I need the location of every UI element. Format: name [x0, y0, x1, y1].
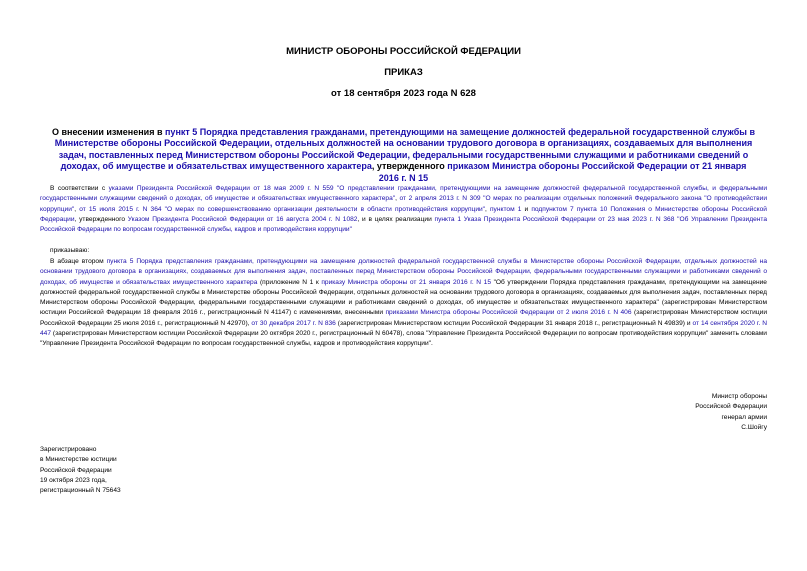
preamble-text: , утвержденного [74, 215, 128, 223]
registration-line: Российской Федерации [40, 466, 112, 474]
body-text: В абзаце втором [50, 258, 107, 265]
signature-line: Российской Федерации [695, 403, 767, 411]
registration-line: регистрационный N 75643 [40, 487, 121, 495]
body-text: "Об утверждении Порядка представления гражданами, претендующими на замещение должностей федеральной государственной службы в Министерстве обороны Российской Федерации, отдельных должностей на основании трудового договора в организациях, создаваемых для выполнения задач, поставленных перед Министерством обороны Российской Федерации, федеральными государственными служащими и работниками сведений о доходах, об имуществе и обязательствах имущественного характера" (зарегистрирован Министерством юстиции Российской Федерации 18 февраля 2016 г., регистрационный N 41147) с изменениями, внесенными [40, 278, 767, 317]
preamble-text: , [485, 205, 490, 213]
signature-line: С.Шойгу [741, 423, 767, 431]
registration-line: 19 октября 2023 года, [40, 476, 107, 484]
body-link-order-15[interactable]: приказу Министра обороны от 21 января 2016 г. N 15 [321, 278, 491, 286]
body-text: (приложение N 1 к [257, 278, 322, 286]
body-link-order-836[interactable]: от 30 декабря 2017 г. N 836 [251, 319, 336, 327]
body-link-order-406[interactable]: приказами Министра обороны Российской Федерации от 2 июля 2016 г. N 406 [385, 309, 632, 317]
preamble-text: , [395, 195, 400, 203]
preamble-link-decree-1082[interactable]: Указом Президента Российской Федерации от 16 августа 2004 г. N 1082 [127, 215, 358, 223]
preamble-text: В соответствии с [50, 185, 109, 192]
ministry-heading: МИНИСТР ОБОРОНЫ РОССИЙСКОЙ ФЕДЕРАЦИИ [286, 46, 521, 57]
preamble-link-decree-364[interactable]: от 15 июля 2015 г. N 364 "О мерах по совершенствованию организации деятельности в области противодействия коррупции" [79, 205, 486, 213]
registration-block [40, 445, 280, 496]
title-link-procedure[interactable]: пункт 5 Порядка представления гражданами, претендующими на замещение должностей федеральной государственной службы в Министерстве обороны Российской Федерации, отдельных должностей на основании трудового договора в организациях, создаваемых для выполнения задач, поставленных перед Министерством обороны Российской Федерации, федеральными государственными служащими и работниками сведений о доходах, об имуществе и обязательствах имущественного характера [54, 127, 756, 172]
title-text-2: , утвержденного [371, 161, 448, 172]
order-word: приказываю: [50, 247, 90, 254]
signature-line: Министр обороны [711, 393, 767, 400]
preamble-text: , и в целях реализации [357, 215, 435, 223]
body-text: (зарегистрирован Министерством юстиции Российской Федерации 20 октября 2020 г., регистрационный N 60478), слова "Управление Президента Российской Федерации по вопросам противодействия коррупции" заменить словами "Управление Президента Российской Федерации по вопросам государственной службы, кадров и противодействия коррупции". [40, 330, 767, 348]
body-link-order-447[interactable]: от 14 сентября 2020 г. N 447 [40, 319, 767, 338]
body-text: (зарегистрирован Министерством юстиции Российской Федерации 25 июля 2016 г., регистрационный N 42970), [40, 309, 768, 327]
body-paragraph [40, 257, 767, 350]
preamble-text: и [521, 205, 532, 213]
body-text: (зарегистрирован Министерством юстиции Российской Федерации 31 января 2018 г., регистрационный N 49839) и [335, 319, 693, 327]
date-number-heading: от 18 сентября 2023 года N 628 [331, 88, 476, 99]
preamble-link-point-1[interactable]: пунктом 1 [489, 205, 522, 213]
preamble-paragraph [40, 184, 767, 235]
preamble-text: , [74, 205, 80, 213]
signature-block [567, 392, 767, 433]
body-link-point-5[interactable]: пункта 5 Порядка представления гражданами, претендующими на замещение должностей федеральной государственной службы в Министерстве обороны Российской Федерации, отдельных должностей на основании трудового договора в организациях, создаваемых для выполнения задач, поставленных перед Министерством обороны Российской Федерации, федеральными государственными служащими и работниками сведений о доходах, об имуществе и обязательствах имущественного характера [40, 258, 767, 286]
preamble-link-decree-309[interactable]: от 2 апреля 2013 г. N 309 "О мерах по реализации отдельных положений Федерального закона "О противодействии коррупции" [40, 195, 768, 213]
title-text-1: О внесении изменения в [51, 127, 165, 137]
preamble-link-subpoint-7[interactable]: подпунктом 7 пункта 10 Положения о Министерстве обороны Российской Федерации [40, 205, 767, 223]
registration-line: Зарегистрировано [40, 446, 97, 453]
preamble-link-decree-368[interactable]: пункта 1 Указа Президента Российской Федерации от 23 мая 2023 г. N 368 "Об Управлении Президента Российской Федерации по вопросам государственной службы, кадров и противодействия коррупции" [40, 215, 767, 234]
doc-type-heading: ПРИКАЗ [384, 67, 423, 78]
document-title [50, 127, 757, 184]
preamble-link-decree-559[interactable]: указами Президента Российской Федерации от 18 мая 2009 г. N 559 "О представлении гражданами, претендующими на замещение должностей федеральной государственной службы, и федеральными государственными служащими сведений о доходах, об имуществе и обязательствах имущественного характера" [40, 185, 768, 203]
registration-line: в Министерстве юстиции [40, 456, 117, 464]
signature-line: генерал армии [721, 413, 767, 421]
title-link-order[interactable]: приказом Министра обороны Российской Федерации от 21 января 2016 г. N 15 [378, 161, 747, 183]
